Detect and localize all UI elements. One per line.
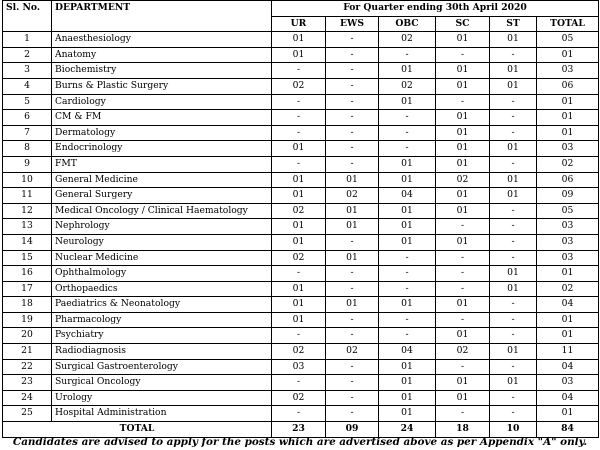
cell-sc: 01 [436,141,490,157]
cell-obc: - [379,266,436,282]
cell-sl-no: 6 [3,110,52,126]
cell-ews: - [326,78,379,94]
cell-ur: 01 [272,234,326,250]
cell-total: 01 [537,328,599,344]
cell-ur: 03 [272,359,326,375]
cell-sl-no: 18 [3,297,52,313]
cell-ews: 01 [326,172,379,188]
table-row [3,172,599,188]
cell-obc: 04 [379,188,436,204]
cell-sl-no: 7 [3,125,52,141]
cell-obc: 02 [379,78,436,94]
total-st: 10 [490,422,537,438]
cell-department: Neurology [52,234,272,250]
cell-sl-no: 12 [3,203,52,219]
cell-obc: 01 [379,63,436,79]
cell-total: 02 [537,281,599,297]
cell-ews: - [326,390,379,406]
column-header-sc: SC [436,16,490,32]
cell-sl-no: 15 [3,250,52,266]
cell-sl-no: 13 [3,219,52,235]
cell-sl-no: 22 [3,359,52,375]
table-row [3,375,599,391]
cell-sc: - [436,312,490,328]
cell-obc: 01 [379,156,436,172]
cell-ur: - [272,406,326,422]
cell-sl-no: 24 [3,390,52,406]
cell-ur: - [272,266,326,282]
cell-st: 01 [490,141,537,157]
cell-st: 01 [490,78,537,94]
cell-sc: 01 [436,390,490,406]
cell-department: Hospital Administration [52,406,272,422]
cell-total: 09 [537,188,599,204]
table-row [3,125,599,141]
cell-ews: 02 [326,344,379,360]
cell-department: General Medicine [52,172,272,188]
cell-department: Nuclear Medicine [52,250,272,266]
sl-no-header: Sl. No. [3,1,52,32]
column-header-st: ST [490,16,537,32]
cell-department: Burns & Plastic Surgery [52,78,272,94]
cell-st: 01 [490,172,537,188]
total-total: 84 [537,422,599,438]
cell-sc: - [436,47,490,63]
cell-obc: - [379,312,436,328]
cell-obc: 02 [379,32,436,48]
table-row [3,406,599,422]
table-row [3,234,599,250]
cell-sl-no: 1 [3,32,52,48]
cell-department: Anaesthesiology [52,32,272,48]
cell-ur: 01 [272,47,326,63]
cell-ur: - [272,125,326,141]
cell-department: Urology [52,390,272,406]
cell-ur: 01 [272,281,326,297]
cell-sl-no: 25 [3,406,52,422]
cell-sc: 01 [436,203,490,219]
cell-ews: - [326,156,379,172]
cell-total: 05 [537,32,599,48]
cell-obc: 01 [379,297,436,313]
cell-ews: - [326,141,379,157]
cell-department: Radiodiagnosis [52,344,272,360]
table-row [3,250,599,266]
cell-st: 01 [490,188,537,204]
cell-total: 01 [537,94,599,110]
cell-ews: - [326,234,379,250]
table-body [3,32,599,422]
cell-total: 01 [537,125,599,141]
table-row [3,110,599,126]
cell-obc: 01 [379,359,436,375]
cell-department: Cardiology [52,94,272,110]
cell-ews: 01 [326,203,379,219]
cell-obc: - [379,281,436,297]
cell-ews: - [326,47,379,63]
cell-sc: - [436,219,490,235]
cell-ews: 01 [326,219,379,235]
cell-total: 03 [537,141,599,157]
cell-department: Surgical Gastroenterology [52,359,272,375]
cell-sl-no: 2 [3,47,52,63]
cell-st: - [490,47,537,63]
cell-obc: 01 [379,219,436,235]
cell-sc: 02 [436,344,490,360]
appendix-note: Candidates are advised to apply for the posts which are advertised above as per Appendix "A" only. [12,436,588,448]
cell-ur: 01 [272,219,326,235]
cell-ur: 01 [272,32,326,48]
table-row [3,203,599,219]
cell-sl-no: 8 [3,141,52,157]
cell-sl-no: 17 [3,281,52,297]
cell-ur: 01 [272,188,326,204]
cell-st: 01 [490,281,537,297]
cell-sc: 01 [436,110,490,126]
cell-department: Nephrology [52,219,272,235]
cell-sc: - [436,359,490,375]
cell-sl-no: 21 [3,344,52,360]
cell-st: - [490,406,537,422]
cell-sc: - [436,281,490,297]
total-label: TOTAL [3,422,272,438]
cell-sl-no: 9 [3,156,52,172]
cell-total: 01 [537,110,599,126]
cell-sc: 01 [436,375,490,391]
cell-ur: 02 [272,78,326,94]
cell-ews: - [326,359,379,375]
cell-total: 04 [537,390,599,406]
cell-st: - [490,312,537,328]
cell-sc: - [436,94,490,110]
cell-ews: - [326,63,379,79]
cell-department: CM & FM [52,110,272,126]
cell-sl-no: 3 [3,63,52,79]
cell-obc: 01 [379,390,436,406]
department-header: DEPARTMENT [52,1,272,32]
cell-sc: 01 [436,125,490,141]
table-row [3,344,599,360]
table-row [3,390,599,406]
cell-obc: 01 [379,172,436,188]
cell-st: - [490,110,537,126]
cell-obc: - [379,110,436,126]
quarter-caption: For Quarter ending 30th April 2020 [272,1,599,17]
cell-department: Ophthalmology [52,266,272,282]
table-row [3,297,599,313]
cell-st: 01 [490,266,537,282]
vacancy-table [2,0,599,438]
cell-sc: 01 [436,63,490,79]
cell-sl-no: 19 [3,312,52,328]
table-row [3,312,599,328]
cell-sl-no: 16 [3,266,52,282]
cell-total: 04 [537,359,599,375]
cell-ews: - [326,375,379,391]
cell-ur: 01 [272,172,326,188]
cell-obc: - [379,328,436,344]
cell-sc: - [436,250,490,266]
cell-sc: 01 [436,78,490,94]
cell-total: 03 [537,375,599,391]
cell-st: - [490,328,537,344]
column-header-total: TOTAL [537,16,599,32]
total-obc: 24 [379,422,436,438]
cell-total: 03 [537,63,599,79]
table-row [3,219,599,235]
cell-ews: - [326,406,379,422]
cell-department: Anatomy [52,47,272,63]
cell-total: 01 [537,266,599,282]
table-row [3,47,599,63]
table-row [3,359,599,375]
vacancy-sheet [2,0,598,438]
cell-obc: 01 [379,94,436,110]
cell-ews: - [326,312,379,328]
cell-total: 02 [537,156,599,172]
cell-ur: - [272,94,326,110]
cell-department: Psychiatry [52,328,272,344]
cell-st: - [490,219,537,235]
cell-sc: - [436,266,490,282]
cell-st: 01 [490,32,537,48]
cell-obc: 01 [379,406,436,422]
total-ews: 09 [326,422,379,438]
cell-department: Pharmacology [52,312,272,328]
cell-ews: - [326,110,379,126]
cell-sl-no: 10 [3,172,52,188]
cell-total: 01 [537,47,599,63]
cell-sc: 02 [436,172,490,188]
cell-st: - [490,234,537,250]
cell-ews: - [326,281,379,297]
cell-ur: - [272,156,326,172]
cell-sc: 01 [436,328,490,344]
cell-ews: - [326,328,379,344]
table-row [3,188,599,204]
cell-ur: 02 [272,344,326,360]
cell-st: - [490,250,537,266]
cell-st: - [490,125,537,141]
cell-ews: 02 [326,188,379,204]
cell-ur: - [272,328,326,344]
cell-st: - [490,156,537,172]
cell-sc: - [436,406,490,422]
cell-sl-no: 5 [3,94,52,110]
table-row [3,32,599,48]
table-row [3,63,599,79]
cell-ews: - [326,125,379,141]
cell-department: Endocrinology [52,141,272,157]
cell-ur: - [272,375,326,391]
cell-department: Biochemistry [52,63,272,79]
total-ur: 23 [272,422,326,438]
cell-department: Orthopaedics [52,281,272,297]
column-header-obc: OBC [379,16,436,32]
cell-total: 06 [537,172,599,188]
header-row-caption [3,1,599,17]
table-row [3,141,599,157]
cell-ur: 01 [272,141,326,157]
cell-st: - [490,390,537,406]
cell-total: 01 [537,312,599,328]
cell-total: 01 [537,406,599,422]
cell-department: FMT [52,156,272,172]
cell-sl-no: 4 [3,78,52,94]
cell-obc: 01 [379,234,436,250]
cell-st: - [490,94,537,110]
total-row [3,422,599,438]
cell-obc: - [379,250,436,266]
total-sc: 18 [436,422,490,438]
cell-ews: - [326,94,379,110]
cell-total: 03 [537,250,599,266]
cell-total: 05 [537,203,599,219]
cell-st: 01 [490,63,537,79]
cell-total: 03 [537,234,599,250]
cell-sc: 01 [436,188,490,204]
cell-ur: - [272,63,326,79]
cell-obc: 04 [379,344,436,360]
cell-st: 01 [490,375,537,391]
table-row [3,94,599,110]
cell-ur: 01 [272,297,326,313]
cell-department: Dermatology [52,125,272,141]
cell-sl-no: 20 [3,328,52,344]
cell-obc: - [379,125,436,141]
cell-department: Medical Oncology / Clinical Haematology [52,203,272,219]
cell-st: - [490,297,537,313]
cell-department: General Surgery [52,188,272,204]
column-header-ur: UR [272,16,326,32]
table-row [3,328,599,344]
cell-sc: 01 [436,297,490,313]
table-row [3,266,599,282]
cell-ur: 01 [272,312,326,328]
cell-sc: 01 [436,32,490,48]
cell-ur: 02 [272,390,326,406]
table-row [3,78,599,94]
cell-sc: 01 [436,234,490,250]
cell-obc: - [379,47,436,63]
cell-sl-no: 14 [3,234,52,250]
cell-ews: - [326,32,379,48]
cell-ur: - [272,110,326,126]
cell-sc: 01 [436,156,490,172]
cell-ews: 01 [326,250,379,266]
column-header-ews: EWS [326,16,379,32]
cell-total: 04 [537,297,599,313]
cell-total: 06 [537,78,599,94]
cell-total: 11 [537,344,599,360]
cell-total: 03 [537,219,599,235]
cell-sl-no: 11 [3,188,52,204]
cell-ews: 01 [326,297,379,313]
cell-obc: - [379,141,436,157]
cell-department: Paediatrics & Neonatology [52,297,272,313]
cell-st: - [490,203,537,219]
cell-ur: 02 [272,203,326,219]
table-row [3,281,599,297]
cell-sl-no: 23 [3,375,52,391]
table-row [3,156,599,172]
cell-obc: 01 [379,375,436,391]
cell-st: - [490,359,537,375]
cell-ur: 02 [272,250,326,266]
cell-ews: - [326,266,379,282]
cell-obc: 01 [379,203,436,219]
cell-department: Surgical Oncology [52,375,272,391]
cell-st: 01 [490,344,537,360]
